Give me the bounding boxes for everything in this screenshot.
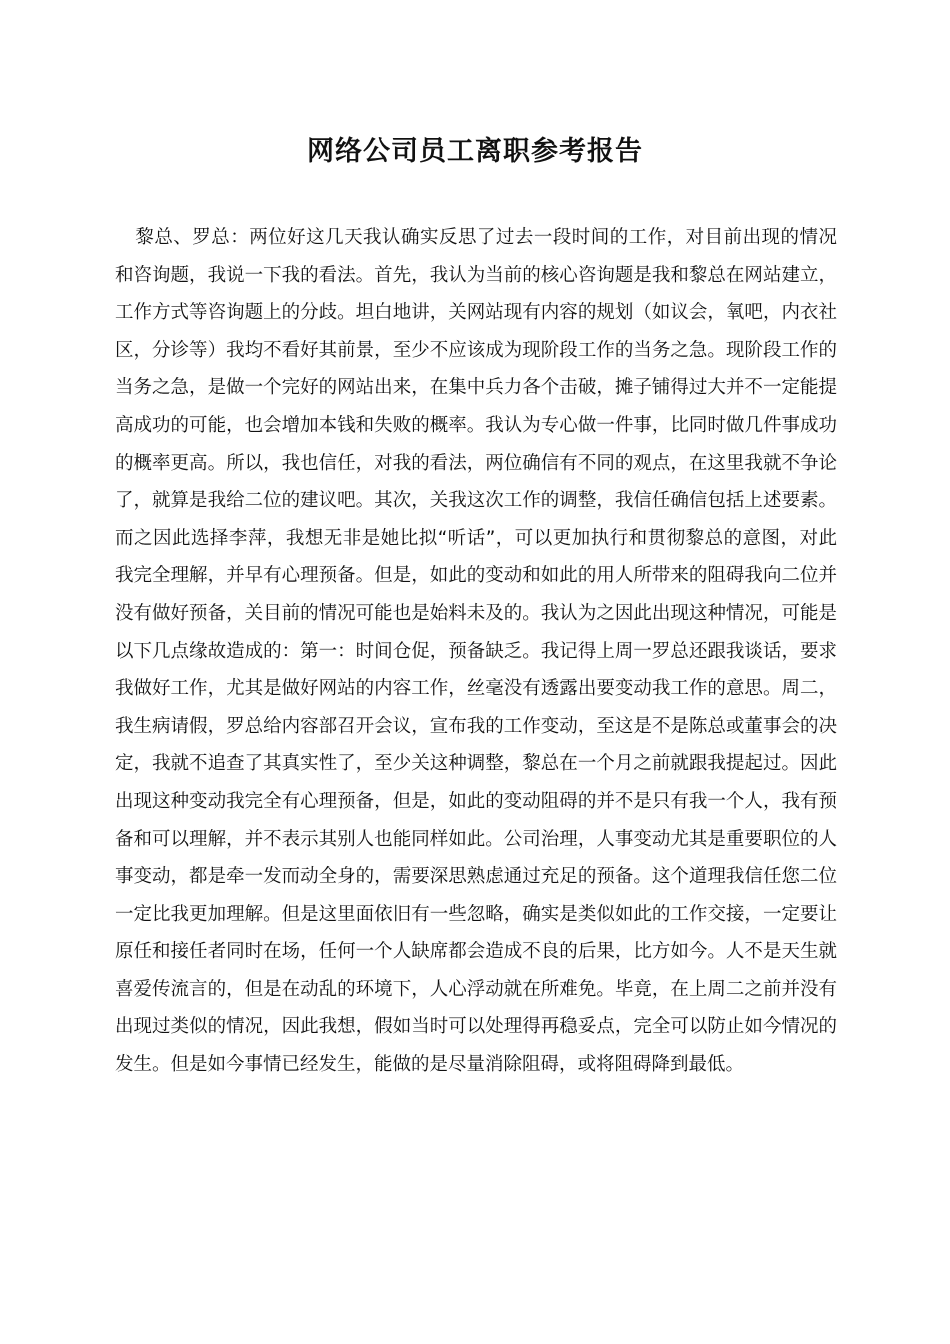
document-title: 网络公司员工离职参考报告 (307, 136, 643, 167)
document-body-paragraph: 黎总、罗总：两位好这几天我认确实反思了过去一段时间的工作，对目前出现的情况和咨询题，我说一下我的看法。首先，我认为当前的核心咨询题是我和黎总在网站建立，工作方式等咨询题上的分歧。坦白地讲，关网站现有内容的规划（如议会，氧吧，内衣社区，分诊等）我均不看好其前景，至少不应该成为现阶段工作的当务之急。现阶段工作的当务之急，是做一个完好的网站出来，在集中兵力各个击破，摊子铺得过大并不一定能提高成功的可能，也会增加本钱和失败的概率。我认为专心做一件事，比同时做几件事成功的概率更高。所以，我也信任，对我的看法，两位确信有不同的观点，在这里我就不争论了，就算是我给二位的建议吧。其次，关我这次工作的调整，我信任确信包括上述要素。而之因此选择李萍，我想无非是她比拟“听话”，可以更加执行和贯彻黎总的意图，对此我完全理解，并早有心理预备。但是，如此的变动和如此的用人所带来的阻碍我向二位并没有做好预备，关目前的情况可能也是始料未及的。我认为之因此出现这种情况，可能是以下几点缘故造成的：第一：时间仓促，预备缺乏。我记得上周一罗总还跟我谈话，要求我做好工作，尤其是做好网站的内容工作，丝毫没有透露出要变动我工作的意思。周二，我生病请假，罗总给内容部召开会议，宣布我的工作变动，至这是不是陈总或董事会的决定，我就不追查了其真实性了，至少关这种调整，黎总在一个月之前就跟我提起过。因此出现这种变动我完全有心理预备，但是，如此的变动阻碍的并不是只有我一个人，我有预备和可以理解，并不表示其别人也能同样如此。公司治理，人事变动尤其是重要职位的人事变动，都是牵一发而动全身的，需要深思熟虑通过充足的预备。这个道理我信任您二位一定比我更加理解。但是这里面依旧有一些忽略，确实是类似如此的工作交接，一定要让原任和接任者同时在场，任何一个人缺席都会造成不良的后果，比方如今。人不是天生就喜爱传流言的，但是在动乱的环境下，人心浮动就在所难免。毕竟，在上周二之前并没有出现过类似的情况，因此我想，假如当时可以处理得再稳妥点，完全可以防止如今情况的发生。但是如今事情已经发生，能做的是尽量消除阻碍，或将阻碍降到最低。 (115, 227, 837, 1076)
